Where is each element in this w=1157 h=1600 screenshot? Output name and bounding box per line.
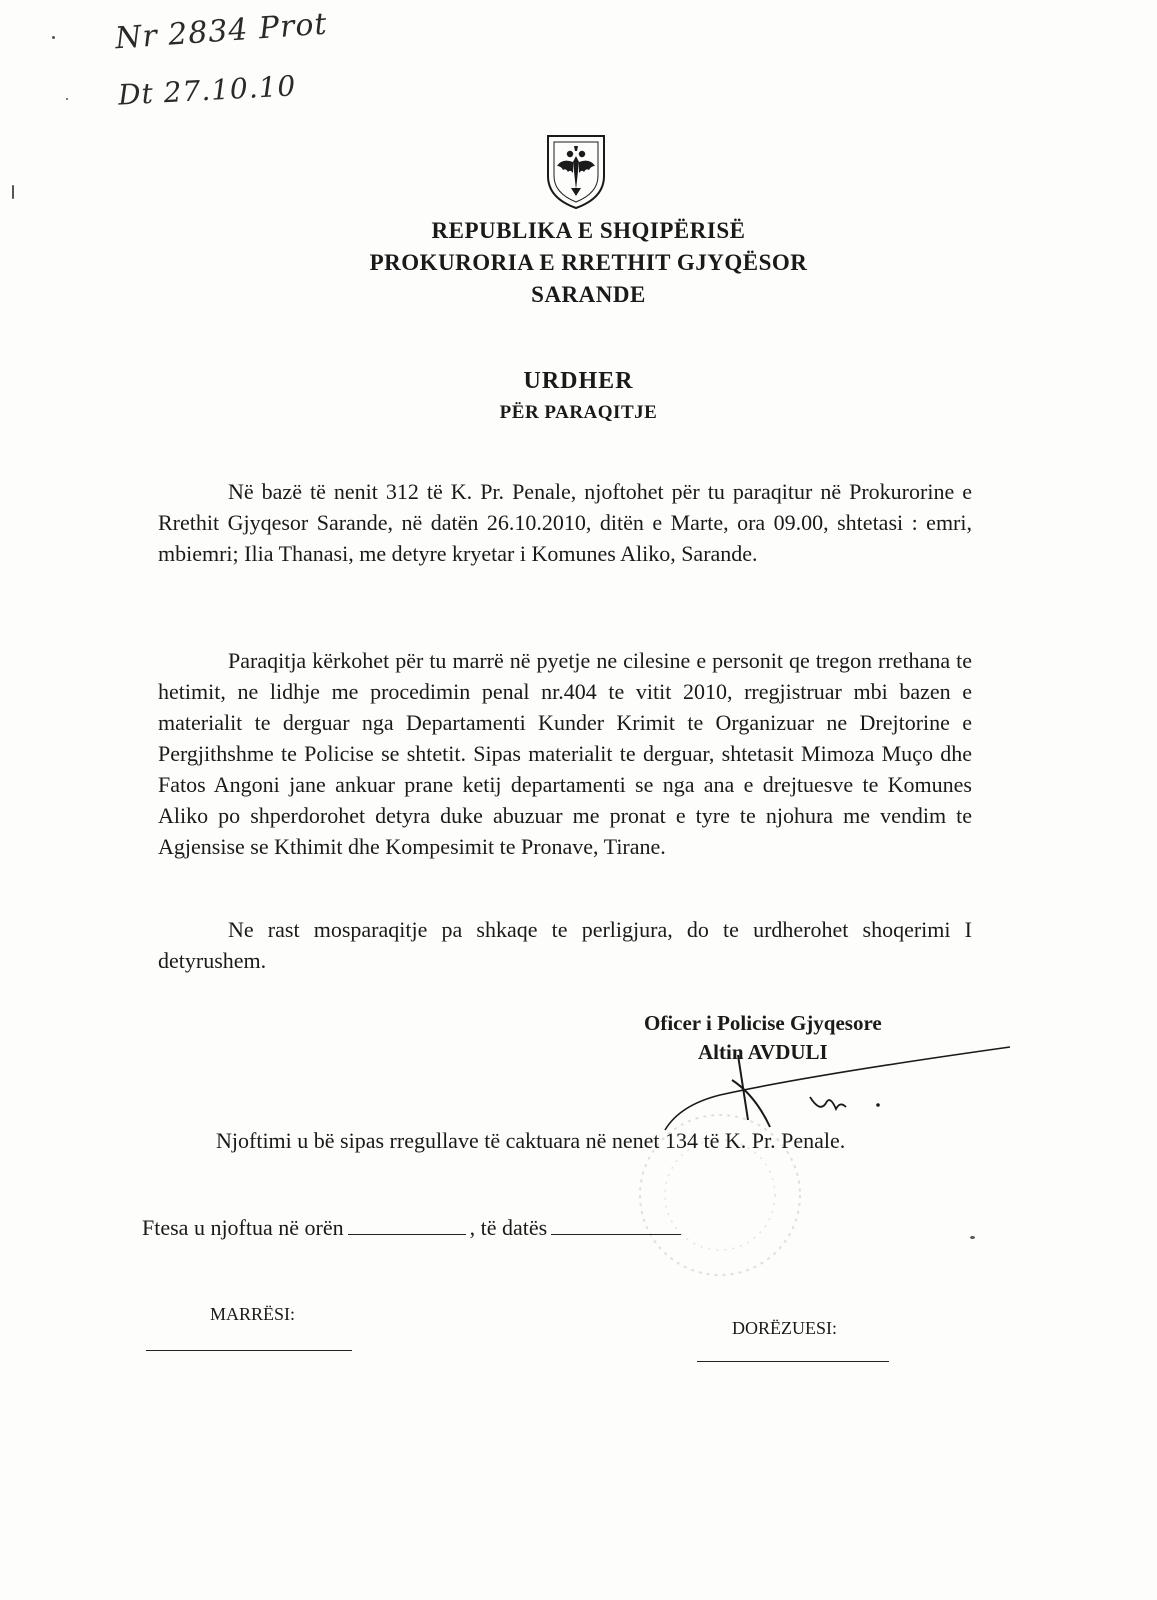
hour-blank-field[interactable] — [348, 1212, 466, 1235]
body-paragraph: Në bazë të nenit 312 të K. Pr. Penale, njoftohet për tu paraqitur në Prokurorine e Rrethit Gjyqesor Sarande, në datën 26.10.2010, ditën e Marte, ora 09.00, shtetasi : emri, mbiemri; Ilia Thanasi, me detyre kryetar i Komunes Aliko, Sarande. — [158, 479, 972, 566]
header-institution: PROKURORIA E RRETHIT GJYQËSOR — [369, 250, 808, 275]
scan-speck — [52, 36, 55, 39]
signatory-name: Altin AVDULI — [698, 1040, 828, 1064]
scan-speck — [12, 185, 14, 199]
scan-speck — [970, 1236, 975, 1239]
body-paragraph: Paraqitja kërkohet për tu marrë në pyetje ne cilesine e personit qe tregon rrethana te hetimit, ne lidhje me procedimin penal nr.404 te vitit 2010, rregjistruar mbi bazen e materialit te derguar nga Departamenti Kunder Krimit te Organizuar ne Drejtorine e Pergjithshme te Policise se shtetit. Sipas materialit te derguar, shtetasit Mimoza Muço dhe Fatos Angoni jane ankuar prane ketij departamenti se nga ana e drejtuesve te Komunes Aliko po shperdorohet detyra duke abuzuar me pronat e tyre te njohura me vendim te Agjensise se Kthimit dhe Kompesimit te Pronave, Tirane. — [158, 648, 972, 859]
notice-text: Njoftimi u bë sipas rregullave të caktuara në nenet 134 të K. Pr. Penale. — [216, 1128, 846, 1153]
invite-middle: , të datës — [469, 1215, 548, 1240]
date-blank-field[interactable] — [551, 1212, 681, 1235]
deliverer-signature-line[interactable] — [697, 1361, 889, 1362]
coat-of-arms-icon — [544, 132, 608, 212]
deliverer-label: DORËZUESI: — [732, 1318, 837, 1338]
receiver-signature-line[interactable] — [146, 1350, 352, 1351]
scan-speck — [66, 98, 68, 100]
header-country: REPUBLIKA E SHQIPËRISË — [431, 218, 746, 243]
signatory-title: Oficer i Policise Gjyqesore — [644, 1011, 882, 1035]
body-paragraph: Ne rast mosparaqitje pa shkaqe te perligjura, do te urdherohet shoqerimi I detyrushem. — [158, 917, 972, 973]
receiver-label: MARRËSI: — [210, 1304, 296, 1324]
header-city: SARANDE — [531, 282, 646, 307]
invite-prefix: Ftesa u njoftua në orën — [142, 1215, 344, 1240]
document-subtitle: PËR PARAQITJE — [499, 402, 658, 423]
document-title: URDHER — [523, 368, 634, 394]
handwritten-protocol-number: Nr 2834 Prot — [114, 6, 329, 57]
handwritten-protocol-date: Dt 27.10.10 — [117, 69, 298, 112]
invite-row — [142, 1212, 685, 1241]
